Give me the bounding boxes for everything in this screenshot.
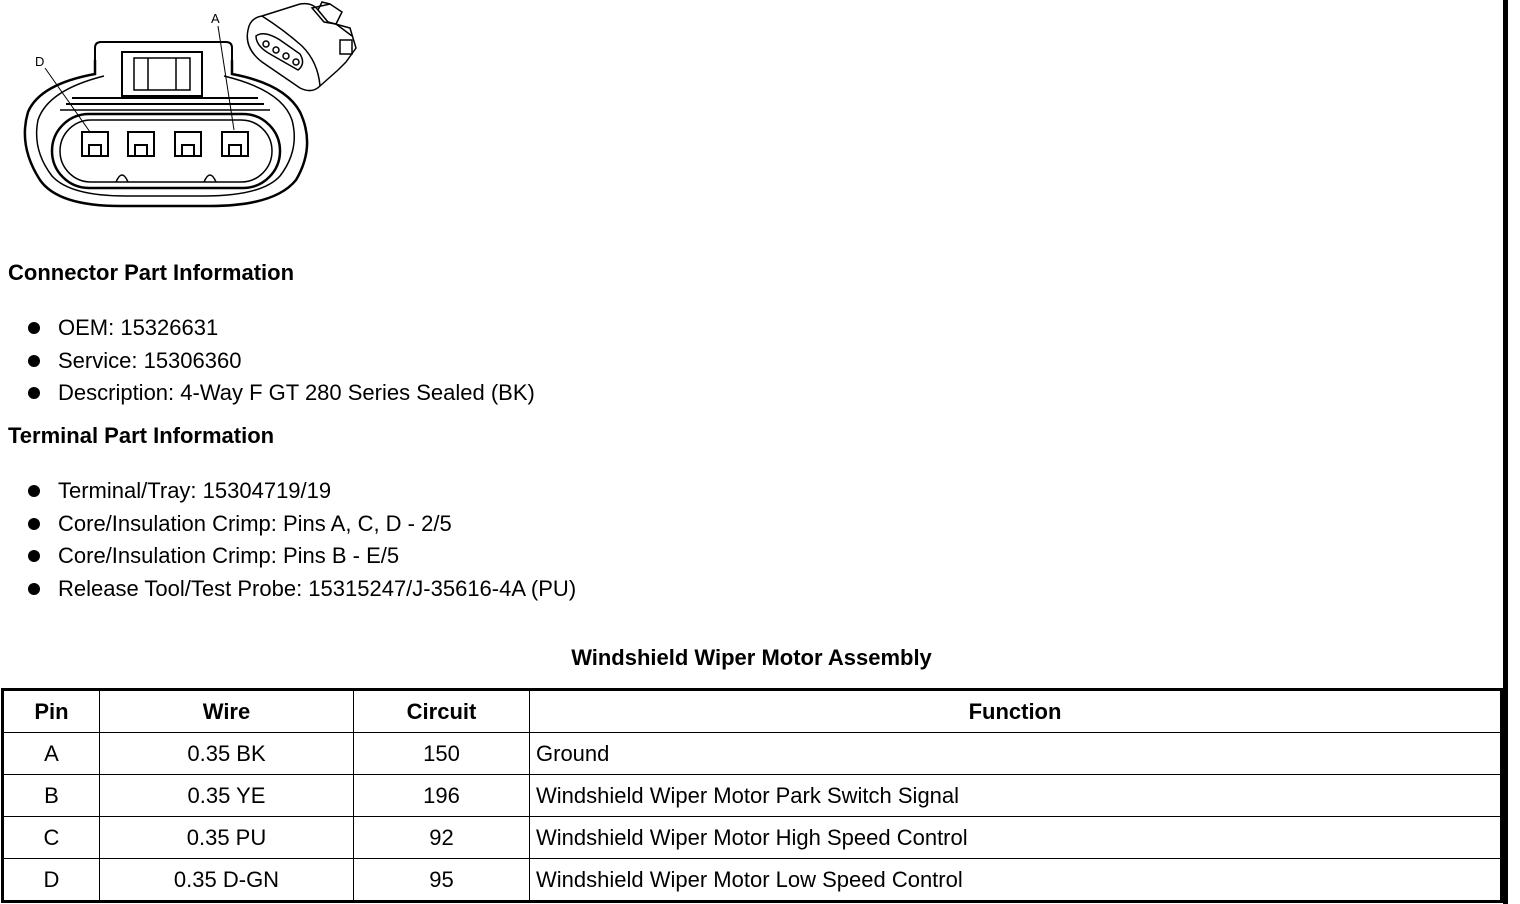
cell-circuit: 95 <box>354 859 530 902</box>
list-item: Service: 15306360 <box>28 348 535 381</box>
cell-circuit: 150 <box>354 733 530 775</box>
cell-pin: B <box>3 775 100 817</box>
pinout-table <box>1 688 1503 903</box>
pin-label-a: A <box>211 11 220 26</box>
header-wire: Wire <box>100 690 354 733</box>
bullet-icon <box>28 518 40 530</box>
table-row <box>3 775 1502 817</box>
list-item: Core/Insulation Crimp: Pins B - E/5 <box>28 543 576 576</box>
cell-pin: C <box>3 817 100 859</box>
table-title: Windshield Wiper Motor Assembly <box>571 645 932 670</box>
cell-circuit: 196 <box>354 775 530 817</box>
table-row <box>3 733 1502 775</box>
cell-function: Windshield Wiper Motor Park Switch Signal <box>530 775 1502 817</box>
connector-diagram <box>0 0 380 225</box>
bullet-icon <box>28 485 40 497</box>
cell-wire: 0.35 PU <box>100 817 354 859</box>
cell-pin: D <box>3 859 100 902</box>
connector-part-info-list <box>28 315 535 413</box>
cell-circuit: 92 <box>354 817 530 859</box>
list-item: OEM: 15326631 <box>28 315 535 348</box>
table-row <box>3 817 1502 859</box>
connector-part-info-title: Connector Part Information <box>8 260 295 285</box>
list-item: Terminal/Tray: 15304719/19 <box>28 478 576 511</box>
bullet-icon <box>28 583 40 595</box>
pin-label-d: D <box>35 54 45 69</box>
connector-isometric-drawing <box>247 2 356 91</box>
table-header-row <box>3 690 1502 733</box>
cell-wire: 0.35 BK <box>100 733 354 775</box>
bullet-icon <box>28 355 40 367</box>
header-circuit: Circuit <box>354 690 530 733</box>
terminal-part-info-title: Terminal Part Information <box>8 423 275 448</box>
list-item: Release Tool/Test Probe: 15315247/J-35616-4A (PU) <box>28 576 576 609</box>
header-function: Function <box>530 690 1502 733</box>
connector-face-drawing <box>25 26 307 206</box>
cell-function: Ground <box>530 733 1502 775</box>
cell-wire: 0.35 YE <box>100 775 354 817</box>
header-pin: Pin <box>3 690 100 733</box>
bullet-icon <box>28 550 40 562</box>
cell-function: Windshield Wiper Motor Low Speed Control <box>530 859 1502 902</box>
table-row <box>3 859 1502 902</box>
cell-pin: A <box>3 733 100 775</box>
list-item: Description: 4-Way F GT 280 Series Sealed (BK) <box>28 380 535 413</box>
terminal-part-info-list <box>28 478 576 608</box>
cell-function: Windshield Wiper Motor High Speed Control <box>530 817 1502 859</box>
bullet-icon <box>28 387 40 399</box>
page-right-rule <box>1503 0 1508 904</box>
list-item: Core/Insulation Crimp: Pins A, C, D - 2/5 <box>28 511 576 544</box>
cell-wire: 0.35 D-GN <box>100 859 354 902</box>
bullet-icon <box>28 322 40 334</box>
